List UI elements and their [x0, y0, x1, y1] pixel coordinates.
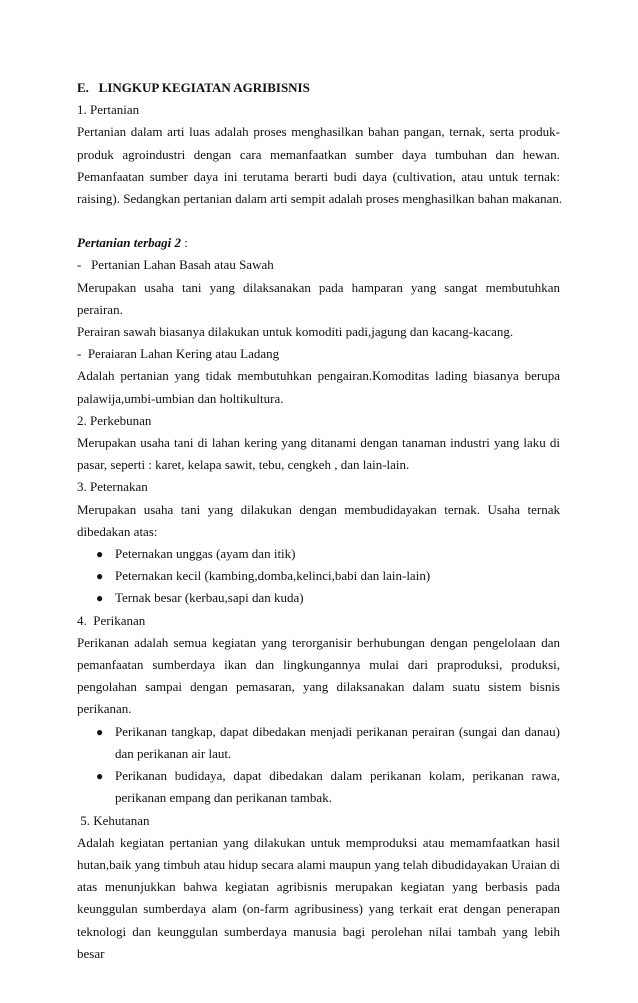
- list-item-text: Ternak besar (kerbau,sapi dan kuda): [115, 590, 304, 606]
- subsection-heading-peternakan: 3. Peternakan: [77, 479, 148, 495]
- paragraph-line: pemanfaatan sumberdaya ikan dan lingkungannya mulai dari praproduksi, produksi,: [77, 657, 560, 673]
- paragraph-line: produk agroindustri dengan cara memanfaatkan sumber daya tumbuhan dan hewan.: [77, 146, 560, 162]
- subsection-heading-perikanan: 4. Perikanan: [77, 612, 146, 628]
- paragraph-line: Merupakan usaha tani di lahan kering yang ditanami dengan tanaman industri yang laku di: [77, 435, 560, 451]
- document-body: [77, 77, 563, 965]
- paragraph-line: keunggulan sumberdaya alam (on-farm agribusiness) yang terkait erat dengan penerapan: [77, 901, 560, 917]
- paragraph-line: Perikanan adalah semua kegiatan yang terorganisir berhubungan dengan pengelolaan dan: [77, 634, 560, 650]
- list-item-text: Peternakan unggas (ayam dan itik): [115, 546, 296, 562]
- bullet-icon: ●: [96, 769, 104, 784]
- paragraph-line: Merupakan usaha tani yang dilaksanakan pada hamparan yang sangat membutuhkan perairan.: [77, 279, 560, 317]
- list-item: [77, 721, 560, 765]
- bullet-icon: ●: [96, 569, 104, 584]
- subsection-heading-kehutanan: 5. Kehutanan: [77, 812, 150, 828]
- paragraph-line: Pertanian dalam arti luas adalah proses menghasilkan bahan pangan, ternak, serta produk-: [77, 124, 560, 140]
- list-item-text: perikanan empang dan perikanan tambak.: [115, 790, 332, 806]
- list-item-text: Perikanan budidaya, dapat dibedakan dalam perikanan kolam, perikanan rawa,: [115, 768, 560, 784]
- paragraph-line: Pemanfaatan sumber daya ini terutama berarti budi daya (cultivation, atau untuk ternak:: [77, 168, 560, 184]
- paragraph-line: pengolahan sampai dengan pemasaran, yang dilaksanakan dalam suatu sistem bisnis: [77, 679, 560, 695]
- division-suffix: :: [181, 235, 188, 251]
- paragraph-line: palawija,umbi-umbian dan holtikultura.: [77, 390, 284, 406]
- subsection-heading-perkebunan: 2. Perkebunan: [77, 412, 152, 428]
- subsection-heading-pertanian: 1. Pertanian: [77, 102, 140, 118]
- section-title: E. LINGKUP KEGIATAN AGRIBISNIS: [77, 80, 310, 95]
- paragraph-line: perikanan.: [77, 701, 132, 717]
- paragraph-spacer: [77, 210, 560, 232]
- paragraph-line: hutan,baik yang timbuh atau hidup secara alami maupun yang telah dibudidayakan Uraian di: [77, 856, 560, 872]
- list-item: [77, 543, 560, 565]
- list-item: [77, 565, 560, 587]
- bullet-icon: ●: [96, 724, 104, 739]
- subheading-lahan-kering: - Peraiaran Lahan Kering atau Ladang: [77, 346, 280, 362]
- list-item: [77, 765, 560, 809]
- paragraph-line: Adalah kegiatan pertanian yang dilakukan untuk memproduksi atau memamfaatkan hasil: [77, 834, 560, 850]
- list-item-text: dan perikanan air laut.: [115, 745, 232, 761]
- paragraph-line: Adalah pertanian yang tidak membutuhkan pengairan.Komoditas lading biasanya berupa: [77, 368, 560, 384]
- paragraph-line: atas menunjukkan bahwa kegiatan agribisnis merupakan kegiatan yang berbasis pada: [77, 879, 560, 895]
- paragraph-line: Merupakan usaha tani yang dilakukan dengan membudidayakan ternak. Usaha ternak: [77, 501, 560, 517]
- list-item-text: Peternakan kecil (kambing,domba,kelinci,babi dan lain-lain): [115, 568, 431, 584]
- paragraph-line: dibedakan atas:: [77, 523, 158, 539]
- division-heading: [77, 232, 560, 254]
- paragraph-line: teknologi dan keunggulan sumberdaya manusia bagi perolehan nilai tambah yang lebih besar: [77, 923, 560, 961]
- list-item: [77, 587, 560, 609]
- bullet-icon: ●: [96, 591, 104, 606]
- bullet-icon: ●: [96, 547, 104, 562]
- subheading-lahan-basah: - Pertanian Lahan Basah atau Sawah: [77, 257, 274, 273]
- division-label: Pertanian terbagi 2: [77, 235, 182, 251]
- paragraph-line: raising). Sedangkan pertanian dalam arti sempit adalah proses menghasilkan bahan makanan.: [77, 191, 563, 207]
- list-item-text: Perikanan tangkap, dapat dibedakan menjadi perikanan perairan (sungai dan danau): [115, 723, 560, 739]
- paragraph-line: pasar, seperti : karet, kelapa sawit, tebu, cengkeh , dan lain-lain.: [77, 457, 410, 473]
- paragraph-line: Perairan sawah biasanya dilakukan untuk komoditi padi,jagung dan kacang-kacang.: [77, 324, 514, 340]
